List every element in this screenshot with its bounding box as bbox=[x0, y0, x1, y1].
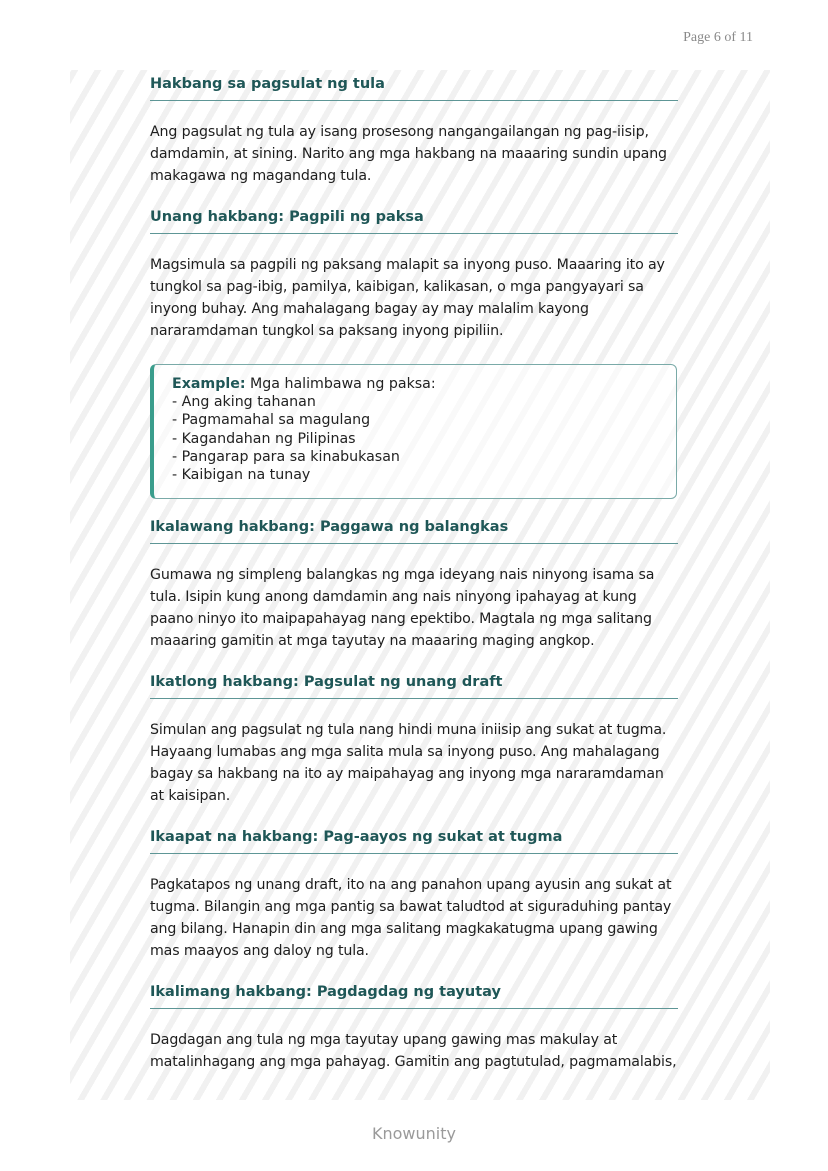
example-item: - Kagandahan ng Pilipinas bbox=[172, 430, 356, 447]
section-heading: Ikalimang hakbang: Pagdagdag ng tayutay bbox=[150, 984, 678, 1009]
text-line: ang bilang. Hanapin din ang mga salitang magkakatugma upang gawing bbox=[150, 921, 658, 938]
text-line: paano ninyo ito maipapahayag nang epektibo. Magtala ng mga salitang bbox=[150, 611, 652, 628]
text-line: Hayaang lumabas ang mga salita mula sa inyong puso. Ang mahalagang bbox=[150, 744, 660, 761]
section-heading: Ikatlong hakbang: Pagsulat ng unang draft bbox=[150, 674, 678, 699]
paragraph bbox=[150, 1029, 690, 1073]
text-line: matalinhagang ang mga pahayag. Gamitin ang pagtutulad, pagmamalabis, bbox=[150, 1054, 677, 1071]
text-line: Ang pagsulat ng tula ay isang prosesong nangangailangan ng pag-iisip, bbox=[150, 124, 649, 140]
text-line: makagawa ng magandang tula. bbox=[150, 168, 372, 184]
section-heading: Unang hakbang: Pagpili ng paksa bbox=[150, 209, 678, 234]
text-line: at kaisipan. bbox=[150, 788, 231, 805]
text-line: Dagdagan ang tula ng mga tayutay upang gawing mas makulay at bbox=[150, 1032, 618, 1049]
example-label: Example: bbox=[172, 376, 246, 392]
paragraph bbox=[150, 564, 690, 652]
section-heading: Hakbang sa pagsulat ng tula bbox=[150, 76, 678, 101]
example-intro bbox=[172, 375, 676, 393]
text-line: Pagkatapos ng unang draft, ito na ang panahon upang ayusin ang sukat at bbox=[150, 877, 672, 894]
text-line: mas maayos ang daloy ng tula. bbox=[150, 943, 369, 960]
paragraph bbox=[150, 254, 690, 342]
footer-brand: Knowunity bbox=[372, 1124, 456, 1143]
paragraph bbox=[150, 121, 690, 187]
text-line: nararamdaman tungkol sa paksang inyong pipiliin. bbox=[150, 323, 504, 339]
example-item: - Pangarap para sa kinabukasan bbox=[172, 448, 400, 465]
section-heading: Ikaapat na hakbang: Pag-aayos ng sukat at tugma bbox=[150, 829, 678, 854]
text-line: maaaring gamitin at mga tayutay na maaaring maging angkop. bbox=[150, 633, 595, 650]
text-line: bagay sa hakbang na ito ay maipahayag ang inyong mga nararamdaman bbox=[150, 766, 664, 783]
example-item: - Kaibigan na tunay bbox=[172, 467, 311, 484]
text-line: Magsimula sa pagpili ng paksang malapit sa inyong puso. Maaaring ito ay bbox=[150, 257, 665, 273]
paragraph bbox=[150, 719, 690, 807]
document-content bbox=[150, 76, 690, 1095]
text-line: tula. Isipin kung anong damdamin ang nais ninyong ipahayag at kung bbox=[150, 589, 637, 606]
page-number: Page 6 of 11 bbox=[683, 30, 753, 45]
section-heading: Ikalawang hakbang: Paggawa ng balangkas bbox=[150, 519, 678, 544]
text-line: tugma. Bilangin ang mga pantig sa bawat taludtod at siguraduhing pantay bbox=[150, 899, 672, 916]
example-item: - Ang aking tahanan bbox=[172, 394, 316, 411]
paragraph bbox=[150, 874, 690, 962]
text-line: damdamin, at sining. Narito ang mga hakbang na maaaring sundin upang bbox=[150, 146, 667, 162]
text-line: tungkol sa pag-ibig, pamilya, kaibigan, kalikasan, o mga pangyayari sa bbox=[150, 279, 644, 295]
example-item: - Pagmamahal sa magulang bbox=[172, 412, 371, 429]
example-intro-text: Mga halimbawa ng paksa: bbox=[245, 376, 436, 392]
text-line: Gumawa ng simpleng balangkas ng mga ideyang nais ninyong isama sa bbox=[150, 567, 655, 584]
text-line: inyong buhay. Ang mahalagang bagay ay may malalim kayong bbox=[150, 301, 589, 317]
text-line: Simulan ang pagsulat ng tula nang hindi muna iniisip ang sukat at tugma. bbox=[150, 722, 667, 739]
example-box bbox=[150, 364, 677, 499]
